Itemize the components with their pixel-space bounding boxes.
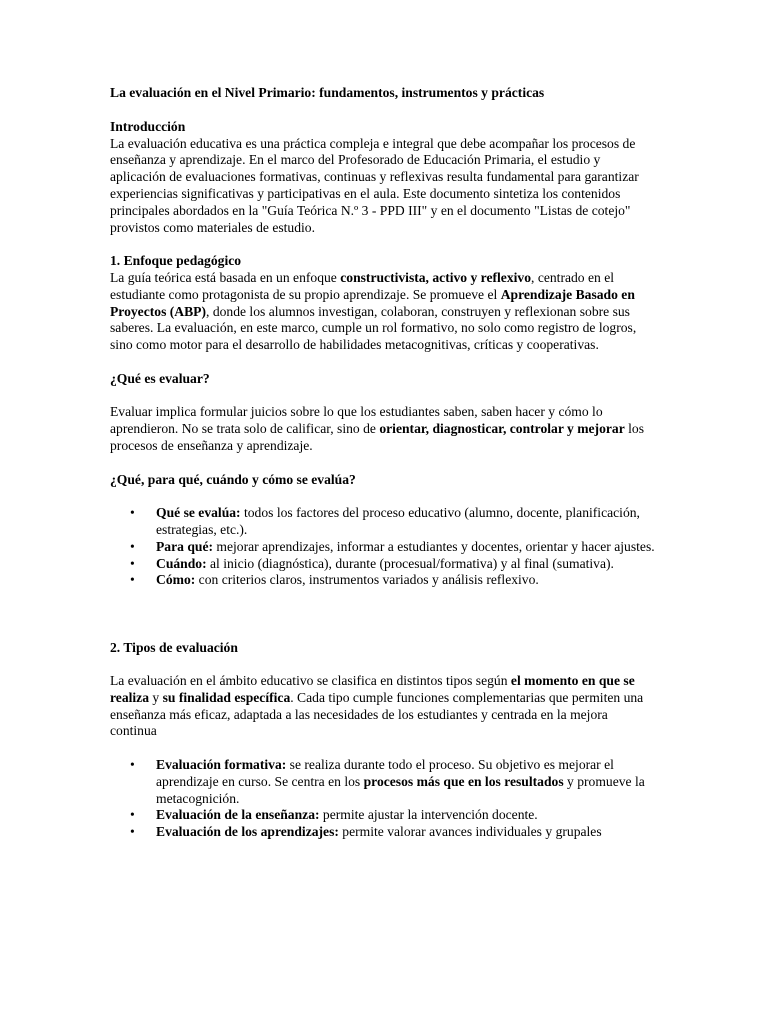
bullet-icon: •	[130, 572, 135, 588]
item-bold: Cuándo:	[156, 555, 207, 571]
list-item	[110, 539, 658, 556]
enfoque-text-3: , donde los alumnos investigan, colaboran, construyen y reflexionan sobre sus saberes. La evaluación, en este marco, cumple un rol formativo, no solo como registro de logros, sino como motor para el desarrollo de habilidades metacognitivas, críticas y cooperativas.	[110, 303, 637, 353]
list-item	[110, 824, 658, 841]
list-item	[110, 572, 658, 589]
bullet-icon: •	[130, 807, 135, 823]
tipos-text-1: La evaluación en el ámbito educativo se clasifica en distintos tipos según	[110, 673, 511, 689]
intro-paragraph: La evaluación educativa es una práctica compleja e integral que debe acompañar los procesos de enseñanza y aprendizaje. En el marco del Profesorado de Educación Primaria, el estudio y aplicación de evaluaciones formativas, continuas y reflexivas resulta fundamental para garantizar experiencias significativas y participativas en el aula. Este documento sintetiza los contenidos principales abordados en la "Guía Teórica N.º 3 - PPD III" y en el documento "Listas de cotejo" provistos como materiales de estudio.	[110, 135, 639, 235]
enfoque-heading: 1. Enfoque pedagógico	[110, 253, 242, 269]
enfoque-text-2: , centrado en el estudiante como protagonista de su propio aprendizaje. Se promueve el	[110, 269, 615, 302]
bullet-icon: •	[130, 757, 135, 773]
item-bold: Evaluación de los aprendizajes:	[156, 824, 339, 840]
item-bold: Evaluación de la enseñanza:	[156, 807, 320, 823]
que-es-text-2: los procesos de enseñanza y aprendizaje.	[110, 421, 645, 453]
tipos-text-2: y	[149, 689, 163, 705]
tipos-list	[110, 757, 658, 841]
tipos-paragraph	[110, 673, 658, 740]
item-text: se realiza durante todo el proceso. Su objetivo es mejorar el aprendizaje en curso. Se centra en los	[156, 757, 614, 789]
que-es-heading: ¿Qué es evaluar?	[110, 370, 210, 386]
que-es-paragraph	[110, 404, 658, 454]
list-item	[110, 807, 658, 824]
bullet-icon: •	[130, 824, 135, 840]
que-para-heading: ¿Qué, para qué, cuándo y cómo se evalúa?	[110, 471, 356, 487]
document-page	[110, 85, 658, 841]
list-item	[110, 505, 658, 539]
que-es-bold-1: orientar, diagnosticar, controlar y mejorar	[379, 421, 625, 437]
tipos-heading: 2. Tipos de evaluación	[110, 639, 238, 655]
bullet-icon: •	[130, 505, 135, 521]
item-bold: Qué se evalúa:	[156, 505, 241, 521]
item-text-2: y promueve la metacognición.	[156, 773, 645, 806]
item-bold: Evaluación formativa:	[156, 757, 287, 773]
item-bold: Para qué:	[156, 538, 214, 554]
que-para-list	[110, 505, 658, 589]
intro-heading: Introducción	[110, 118, 186, 134]
item-text: mejorar aprendizajes, informar a estudiantes y docentes, orientar y hacer ajustes.	[213, 538, 655, 554]
que-es-text-1: Evaluar implica formular juicios sobre lo que los estudiantes saben, saben hacer y cómo lo aprendieron. No se trata solo de calificar, sino de	[110, 404, 603, 437]
item-bold: Cómo:	[156, 572, 196, 588]
list-item	[110, 556, 658, 573]
enfoque-text-1: La guía teórica está basada en un enfoque	[110, 269, 341, 285]
tipos-bold-2: su finalidad específica	[162, 689, 291, 705]
list-item	[110, 757, 658, 807]
enfoque-bold-2: Aprendizaje Basado en Proyectos (ABP)	[110, 286, 635, 319]
item-text: permite valorar avances individuales y grupales	[338, 824, 602, 840]
item-text: permite ajustar la intervención docente.	[319, 807, 538, 823]
document-title: La evaluación en el Nivel Primario: fundamentos, instrumentos y prácticas	[110, 85, 545, 100]
item-text: todos los factores del proceso educativo (alumno, docente, planificación, estrategias, etc.).	[156, 505, 640, 537]
item-text: al inicio (diagnóstica), durante (procesual/formativa) y al final (sumativa).	[206, 555, 614, 571]
tipos-bold-1: el momento en que se realiza	[110, 673, 635, 705]
enfoque-bold-1: constructivista, activo y reflexivo	[340, 269, 532, 285]
bullet-icon: •	[130, 555, 135, 571]
enfoque-paragraph	[110, 270, 658, 354]
item-text: con criterios claros, instrumentos variados y análisis reflexivo.	[195, 572, 539, 588]
item-bold-2: procesos más que en los resultados	[363, 773, 564, 789]
tipos-text-3: . Cada tipo cumple funciones complementarias que permiten una enseñanza más eficaz, adaptada a las necesidades de los estudiantes y centrada en la mejora continua	[110, 689, 644, 739]
bullet-icon: •	[130, 538, 135, 554]
